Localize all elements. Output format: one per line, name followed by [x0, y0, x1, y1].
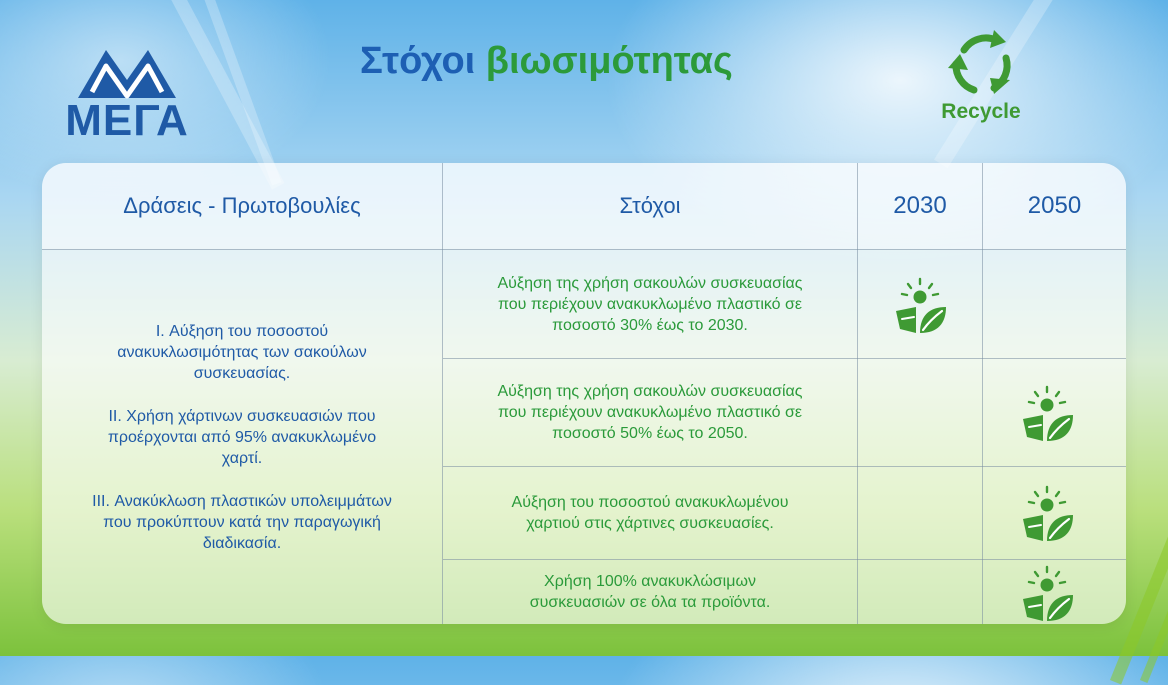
sun-leaf-icon [1017, 485, 1077, 545]
title-part-1: Στόχοι [360, 40, 476, 82]
recycle-icon [944, 28, 1018, 100]
header-year-2050: 2050 [1027, 192, 1082, 219]
sun-leaf-icon [890, 277, 950, 337]
action-item: III. Ανακύκλωση πλαστικών υπολειμμάτων που προκύπτουν κατά την παραγωγική διαδικασία. [92, 492, 392, 552]
title-part-2: βιωσιμότητας [485, 40, 733, 82]
action-item: II. Χρήση χάρτινων συσκευασιών που προέρχονται από 95% ανακυκλωμένο χαρτί. [107, 407, 377, 467]
recycle-label: Recycle [941, 100, 1021, 123]
actions-cell [42, 250, 442, 624]
page-title [360, 40, 733, 83]
goals-table [42, 163, 1126, 624]
goal-text: Αύξηση της χρήση σακουλών συσκευασίας που περιέχουν ανακυκλωμένο πλαστικό σε ποσοστό 30% έως το 2030. [497, 274, 803, 334]
mountain-logo-icon [76, 46, 178, 100]
goal-cell [443, 250, 857, 358]
sun-leaf-icon [1017, 565, 1077, 624]
goal-cell [443, 467, 857, 559]
sun-leaf-icon [1017, 385, 1077, 445]
header-year-2030: 2030 [893, 192, 947, 219]
logo-text: ΜΕΓΑ [65, 96, 189, 145]
goal-text: Αύξηση της χρήση σακουλών συσκευασίας που περιέχουν ανακυκλωμένο πλαστικό σε ποσοστό 50% έως το 2050. [497, 383, 803, 442]
goal-text: Χρήση 100% ανακυκλώσιμων συσκευασιών σε όλα τα προϊόντα. [529, 573, 771, 611]
mega-logo [52, 46, 202, 146]
header-actions: Δράσεις - Πρωτοβουλίες [123, 193, 361, 218]
goal-cell [443, 359, 857, 466]
recycle-badge [936, 28, 1026, 128]
decor-stripe [1140, 328, 1168, 683]
goal-text: Αύξηση του ποσοστού ανακυκλωμένου χαρτιού στις χάρτινες συσκευασίες. [511, 494, 789, 532]
action-item: I. Αύξηση του ποσοστού ανακυκλωσιμότητας των σακούλων συσκευασίας. [117, 322, 367, 382]
header-goals: Στόχοι [619, 193, 681, 218]
goal-cell [443, 560, 857, 624]
